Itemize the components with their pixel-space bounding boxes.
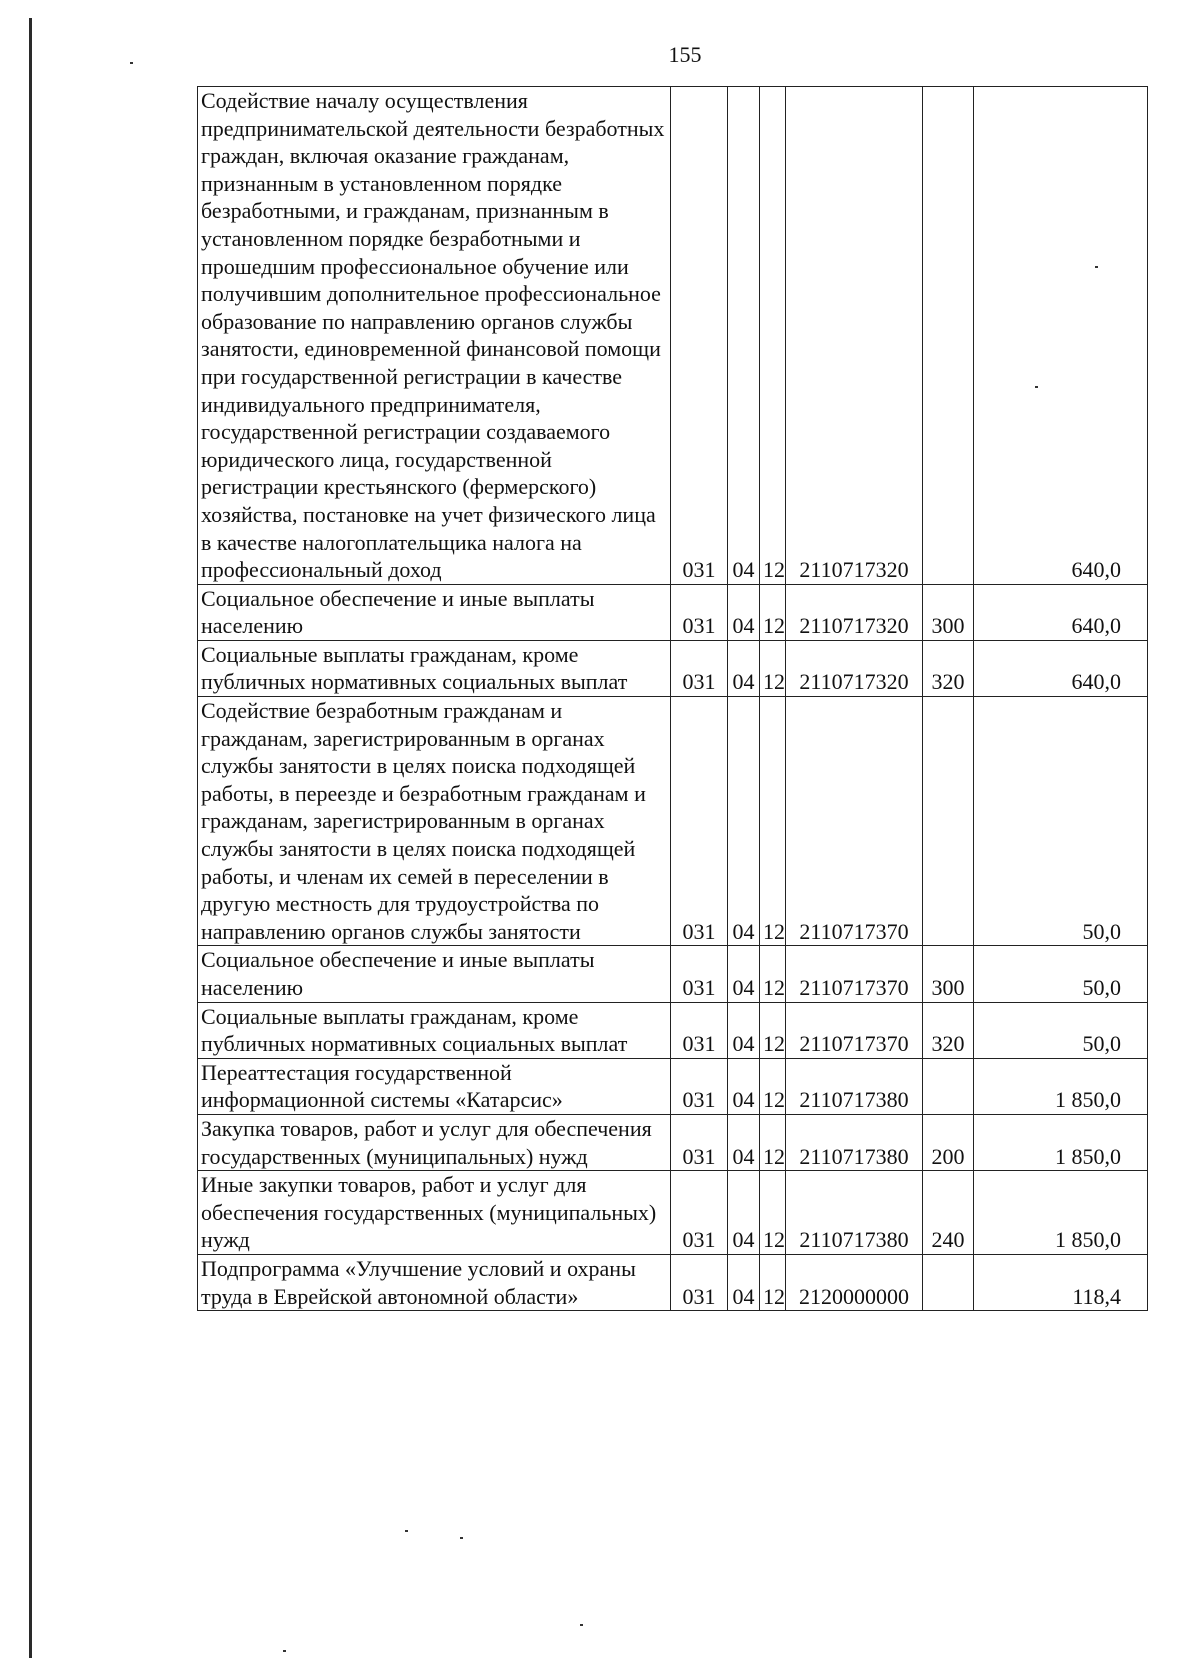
section-code-cell: 04 [728, 1114, 760, 1170]
page-number: 155 [668, 42, 702, 67]
expense-type-cell: 300 [923, 584, 974, 640]
section-code-cell: 04 [728, 640, 760, 696]
table-row [198, 1002, 1148, 1058]
subsection-code-cell: 12 [760, 1254, 786, 1310]
expense-type-cell [923, 1058, 974, 1114]
amount-cell: 640,0 [974, 640, 1148, 696]
amount-cell: 50,0 [974, 697, 1148, 946]
grbs-code-cell: 031 [671, 1114, 728, 1170]
row-name-cell: Подпрограмма «Улучшение условий и охраны труда в Еврейской автономной области» [198, 1254, 671, 1310]
table-row [198, 1254, 1148, 1310]
table-row [198, 1058, 1148, 1114]
table-row [198, 1114, 1148, 1170]
expense-type-cell [923, 87, 974, 585]
expense-type-cell [923, 697, 974, 946]
grbs-code-cell: 031 [671, 1058, 728, 1114]
grbs-code-cell: 031 [671, 1171, 728, 1255]
amount-cell: 50,0 [974, 946, 1148, 1002]
amount-cell: 1 850,0 [974, 1058, 1148, 1114]
amount-cell: 1 850,0 [974, 1171, 1148, 1255]
row-name-cell: Иные закупки товаров, работ и услуг для обеспечения государственных (муниципальных) нужд [198, 1171, 671, 1255]
section-code-cell: 04 [728, 697, 760, 946]
row-name-cell: Переаттестация государственной информационной системы «Катарсис» [198, 1058, 671, 1114]
grbs-code-cell: 031 [671, 87, 728, 585]
budget-table [197, 86, 1148, 1311]
subsection-code-cell: 12 [760, 1002, 786, 1058]
row-name-cell: Социальные выплаты гражданам, кроме публичных нормативных социальных выплат [198, 1002, 671, 1058]
target-article-cell: 2110717320 [786, 640, 923, 696]
subsection-code-cell: 12 [760, 584, 786, 640]
subsection-code-cell: 12 [760, 697, 786, 946]
section-code-cell: 04 [728, 87, 760, 585]
table-row [198, 87, 1148, 585]
grbs-code-cell: 031 [671, 1254, 728, 1310]
amount-cell: 118,4 [974, 1254, 1148, 1310]
amount-cell: 640,0 [974, 584, 1148, 640]
target-article-cell: 2120000000 [786, 1254, 923, 1310]
row-name-cell: Содействие началу осуществления предпринимательской деятельности безработных граждан, включая оказание гражданам, признанным в установленном порядке безработными, и гражданам, признанным в установленном порядке безработными и прошедшим профессиональное обучение или получившим дополнительное профессиональное образование по направлению органов службы занятости, единовременной финансовой помощи при государственной регистрации в качестве индивидуального предпринимателя, государственной регистрации создаваемого юридического лица, государственной регистрации крестьянского (фермерского) хозяйства, постановке на учет физического лица в качестве налогоплательщика налога на профессиональный доход [198, 87, 671, 585]
scan-speck [580, 1624, 583, 1626]
grbs-code-cell: 031 [671, 697, 728, 946]
expense-type-cell: 300 [923, 946, 974, 1002]
subsection-code-cell: 12 [760, 1171, 786, 1255]
target-article-cell: 2110717320 [786, 87, 923, 585]
target-article-cell: 2110717320 [786, 584, 923, 640]
target-article-cell: 2110717380 [786, 1171, 923, 1255]
section-code-cell: 04 [728, 1254, 760, 1310]
grbs-code-cell: 031 [671, 640, 728, 696]
grbs-code-cell: 031 [671, 584, 728, 640]
table-row [198, 640, 1148, 696]
expense-type-cell: 240 [923, 1171, 974, 1255]
target-article-cell: 2110717380 [786, 1114, 923, 1170]
section-code-cell: 04 [728, 1171, 760, 1255]
table-row [198, 697, 1148, 946]
grbs-code-cell: 031 [671, 946, 728, 1002]
expense-type-cell [923, 1254, 974, 1310]
table-row [198, 946, 1148, 1002]
row-name-cell: Закупка товаров, работ и услуг для обеспечения государственных (муниципальных) нужд [198, 1114, 671, 1170]
scan-speck [283, 1650, 286, 1652]
subsection-code-cell: 12 [760, 87, 786, 585]
subsection-code-cell: 12 [760, 946, 786, 1002]
row-name-cell: Социальное обеспечение и иные выплаты населению [198, 584, 671, 640]
subsection-code-cell: 12 [760, 1114, 786, 1170]
subsection-code-cell: 12 [760, 1058, 786, 1114]
table-row [198, 584, 1148, 640]
table-body [198, 87, 1148, 1311]
amount-cell: 640,0 [974, 87, 1148, 585]
row-name-cell: Социальное обеспечение и иные выплаты населению [198, 946, 671, 1002]
expense-type-cell: 320 [923, 640, 974, 696]
amount-cell: 1 850,0 [974, 1114, 1148, 1170]
section-code-cell: 04 [728, 946, 760, 1002]
scan-edge-line [29, 18, 32, 1658]
section-code-cell: 04 [728, 1058, 760, 1114]
row-name-cell: Социальные выплаты гражданам, кроме публичных нормативных социальных выплат [198, 640, 671, 696]
section-code-cell: 04 [728, 584, 760, 640]
scan-speck [460, 1537, 463, 1539]
target-article-cell: 2110717380 [786, 1058, 923, 1114]
amount-cell: 50,0 [974, 1002, 1148, 1058]
target-article-cell: 2110717370 [786, 697, 923, 946]
scan-speck [405, 1530, 408, 1532]
subsection-code-cell: 12 [760, 640, 786, 696]
grbs-code-cell: 031 [671, 1002, 728, 1058]
expense-type-cell: 200 [923, 1114, 974, 1170]
row-name-cell: Содействие безработным гражданам и гражданам, зарегистрированным в органах службы занятости в целях поиска подходящей работы, в переезде и безработным гражданам и гражданам, зарегистрированным в органах службы занятости в целях поиска подходящей работы, и членам их семей в переселении в другую местность для трудоустройства по направлению органов службы занятости [198, 697, 671, 946]
target-article-cell: 2110717370 [786, 1002, 923, 1058]
target-article-cell: 2110717370 [786, 946, 923, 1002]
section-code-cell: 04 [728, 1002, 760, 1058]
table-row [198, 1171, 1148, 1255]
expense-type-cell: 320 [923, 1002, 974, 1058]
